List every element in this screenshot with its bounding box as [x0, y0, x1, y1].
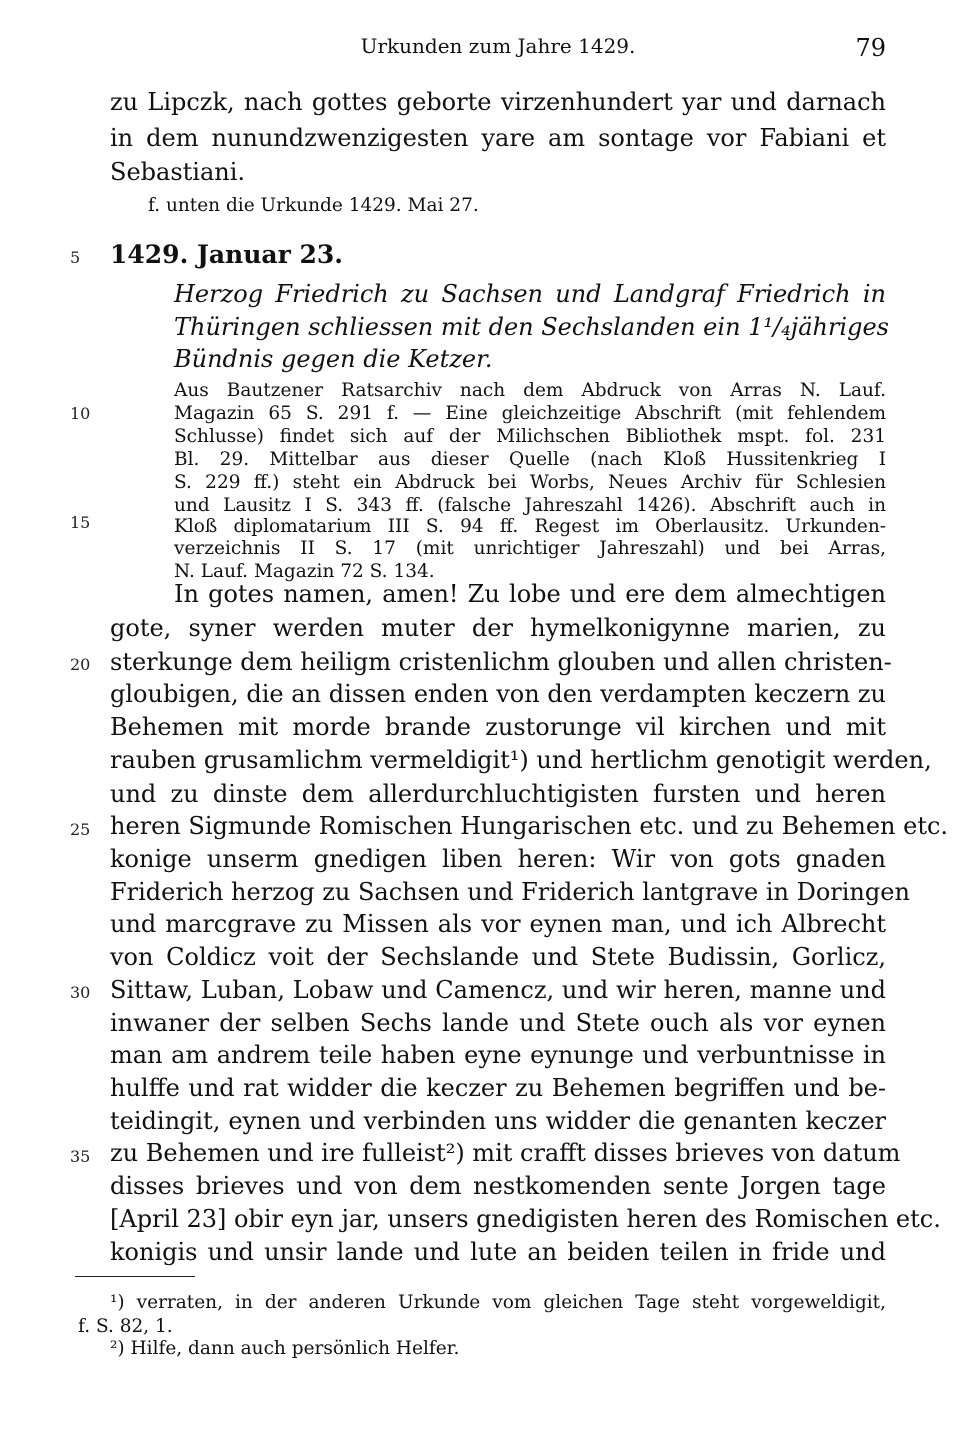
footnote-1-continuation: f. S. 82, 1.: [78, 1316, 173, 1337]
text-line: disses brieves und von dem nestkomenden sente Jorgen tage: [110, 1172, 886, 1200]
summary-line: Thüringen schliessen mit den Sechslanden ein 1¹/₄jähriges: [174, 313, 889, 341]
source-note-line: Magazin 65 S. 291 f. — Eine gleichzeitige Abschrift (mit fehlendem: [174, 403, 886, 424]
margin-line-number: 25: [70, 820, 91, 839]
page-header: [110, 34, 886, 64]
text-line: zu Behemen und ire fulleist²) mit crafft disses brieves von datum: [110, 1139, 901, 1167]
text-line: [April 23] obir eyn jar, unsers gnedigisten heren des Romischen etc.: [110, 1205, 941, 1233]
text-line: heren Sigmunde Romischen Hungarischen etc. und zu Behemen etc.: [110, 812, 949, 840]
source-note-line: N. Lauf. Magazin 72 S. 134.: [174, 561, 435, 582]
cross-reference: f. unten die Urkunde 1429. Mai 27.: [148, 195, 479, 216]
source-note-line: und Lausitz I S. 343 ff. (falsche Jahreszahl 1426). Abschrift auch in: [174, 495, 886, 516]
footnote-2: ²) Hilfe, dann auch persönlich Helfer.: [110, 1338, 460, 1359]
text-line: Sittaw, Luban, Lobaw und Camencz, und wir heren, manne und: [110, 976, 886, 1004]
margin-line-number: 15: [70, 513, 91, 532]
text-line: In gotes namen, amen! Zu lobe und ere dem almechtigen: [174, 580, 886, 608]
text-line: sterkunge dem heiligm cristenlichm glouben und allen christen-: [110, 648, 892, 676]
summary-line: Herzog Friedrich zu Sachsen und Landgraf Friedrich in: [174, 280, 886, 308]
source-note-line: Bl. 29. Mittelbar aus dieser Quelle (nach Kloß Hussitenkrieg I: [174, 449, 886, 470]
source-note-line: S. 229 ff.) steht ein Abdruck bei Worbs, Neues Archiv für Schlesien: [174, 472, 886, 493]
text-line: inwaner der selben Sechs lande und Stete ouch als vor eynen: [110, 1009, 886, 1037]
text-line: Friderich herzog zu Sachsen und Friderich lantgrave in Doringen: [110, 878, 910, 906]
margin-line-number: 10: [70, 404, 91, 423]
text-line: teidingit, eynen und verbinden uns widder die genanten keczer: [110, 1107, 886, 1135]
text-line: gote, syner werden muter der hymelkonigynne marien, zu: [110, 614, 886, 642]
source-note-line: Aus Bautzener Ratsarchiv nach dem Abdruck von Arras N. Lauf.: [174, 380, 886, 401]
margin-line-number: 30: [70, 983, 91, 1002]
intro-line: Sebastiani.: [110, 158, 246, 186]
footnote-rule: [75, 1276, 195, 1277]
source-note-line: Kloß diplomatarium III S. 94 ff. Regest im Oberlausitz. Urkunden-: [174, 516, 886, 537]
text-line: rauben grusamlichm vermeldigit¹) und hertlichm genotigit werden,: [110, 746, 932, 774]
margin-line-number: 5: [70, 248, 81, 267]
text-line: hulffe und rat widder die keczer zu Behemen begriffen und be-: [110, 1074, 886, 1102]
text-line: und zu dinste dem allerdurchluchtigisten fursten und heren: [110, 780, 886, 808]
intro-line: zu Lipczk, nach gottes geborte virzenhundert yar und darnach: [110, 88, 886, 116]
text-line: Behemen mit morde brande zustorunge vil kirchen und mit: [110, 713, 886, 741]
intro-line: in dem nunundzwenzigesten yare am sontage vor Fabiani et: [110, 124, 886, 152]
date-heading: 1429. Januar 23.: [110, 240, 343, 269]
text-line: konige unserm gnedigen liben heren: Wir von gots gnaden: [110, 845, 886, 873]
margin-line-number: 20: [70, 655, 91, 674]
footnote-1: ¹) verraten, in der anderen Urkunde vom gleichen Tage steht vorgeweldigit,: [110, 1292, 886, 1313]
source-note-line: verzeichnis II S. 17 (mit unrichtiger Jahreszahl) und bei Arras,: [174, 538, 886, 559]
running-title: Urkunden zum Jahre 1429.: [360, 34, 636, 58]
text-line: von Coldicz voit der Sechslande und Stete Budissin, Gorlicz,: [110, 943, 886, 971]
text-line: man am andrem teile haben eyne eynunge und verbuntnisse in: [110, 1041, 886, 1069]
text-line: gloubigen, die an dissen enden von den verdampten keczern zu: [110, 680, 886, 708]
margin-line-number: 35: [70, 1147, 91, 1166]
text-line: konigis und unsir lande und lute an beiden teilen in fride und: [110, 1238, 886, 1266]
summary-line: Bündnis gegen die Ketzer.: [174, 345, 493, 373]
source-note-line: Schlusse) findet sich auf der Milichschen Bibliothek mspt. fol. 231: [174, 426, 886, 447]
text-line: und marcgrave zu Missen als vor eynen man, und ich Albrecht: [110, 910, 886, 938]
page-number: 79: [855, 34, 886, 62]
